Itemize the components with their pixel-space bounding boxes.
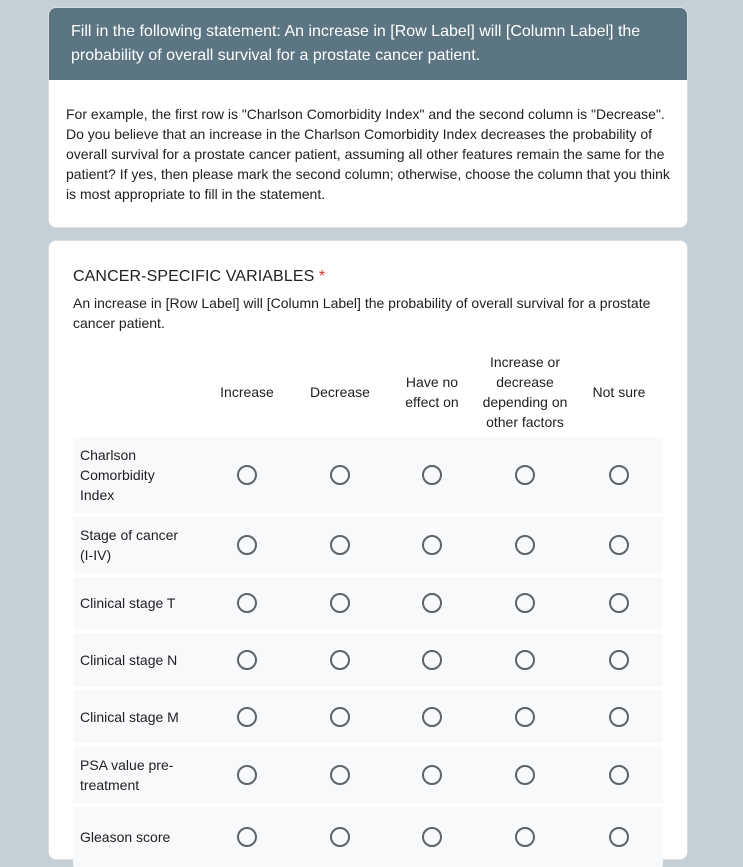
radio-not-sure[interactable] <box>609 765 629 785</box>
column-header-increase: Increase <box>220 384 274 400</box>
grid-row <box>73 577 663 629</box>
question-description: An increase in [Row Label] will [Column Label] the probability of overall survival for a prostate cancer patient. <box>73 295 651 331</box>
radio-depends[interactable] <box>515 650 535 670</box>
grid-row <box>73 517 663 573</box>
radio-no-effect[interactable] <box>422 707 442 727</box>
row-label: Stage of cancer (I-IV) <box>80 527 179 563</box>
radio-decrease[interactable] <box>330 827 350 847</box>
radio-decrease[interactable] <box>330 765 350 785</box>
required-asterisk: * <box>318 268 326 285</box>
radio-no-effect[interactable] <box>422 650 442 670</box>
radio-decrease[interactable] <box>330 707 350 727</box>
radio-not-sure[interactable] <box>609 593 629 613</box>
radio-decrease[interactable] <box>330 465 350 485</box>
grid-row <box>73 690 663 743</box>
radio-increase[interactable] <box>237 650 257 670</box>
radio-depends[interactable] <box>515 465 535 485</box>
row-label: Clinical stage M <box>80 709 179 725</box>
radio-increase[interactable] <box>237 707 257 727</box>
radio-increase[interactable] <box>237 827 257 847</box>
radio-no-effect[interactable] <box>422 765 442 785</box>
radio-depends[interactable] <box>515 827 535 847</box>
radio-no-effect[interactable] <box>422 535 442 555</box>
radio-increase[interactable] <box>237 593 257 613</box>
radio-decrease[interactable] <box>330 535 350 555</box>
section-card <box>48 7 688 228</box>
column-header-decrease: Decrease <box>310 384 370 400</box>
radio-depends[interactable] <box>515 535 535 555</box>
radio-not-sure[interactable] <box>609 465 629 485</box>
grid-row <box>73 633 663 687</box>
grid-row <box>73 437 663 513</box>
radio-not-sure[interactable] <box>609 827 629 847</box>
radio-not-sure[interactable] <box>609 707 629 727</box>
row-label: Clinical stage T <box>80 595 176 611</box>
section-title: Fill in the following statement: An increase in [Row Label] will [Column Label] the probability of overall survival for a prostate cancer patient. <box>49 8 687 80</box>
radio-not-sure[interactable] <box>609 535 629 555</box>
radio-no-effect[interactable] <box>422 827 442 847</box>
radio-no-effect[interactable] <box>422 593 442 613</box>
grid-row <box>73 807 663 867</box>
radio-no-effect[interactable] <box>422 465 442 485</box>
radio-depends[interactable] <box>515 765 535 785</box>
radio-not-sure[interactable] <box>609 650 629 670</box>
radio-decrease[interactable] <box>330 650 350 670</box>
radio-increase[interactable] <box>237 465 257 485</box>
row-label: Charlson Comorbidity Index <box>80 447 155 503</box>
radio-increase[interactable] <box>237 535 257 555</box>
grid-row <box>73 747 663 803</box>
radio-depends[interactable] <box>515 707 535 727</box>
row-label: Gleason score <box>80 829 171 845</box>
question-title-text: CANCER-SPECIFIC VARIABLES <box>73 268 315 285</box>
question-title <box>73 267 325 287</box>
radio-increase[interactable] <box>237 765 257 785</box>
row-label: Clinical stage N <box>80 652 178 668</box>
column-header-not-sure: Not sure <box>592 384 646 400</box>
radio-depends[interactable] <box>515 593 535 613</box>
column-header-no-effect: Have no effect on <box>405 374 459 410</box>
radio-decrease[interactable] <box>330 593 350 613</box>
row-label: PSA value pre-treatment <box>80 757 174 793</box>
section-description: For example, the first row is "Charlson Comorbidity Index" and the second column is "Decrease". Do you believe that an increase in the Charlson Comorbidity Index decreases the probability of overall survival for a prostate cancer patient, assuming all other features remain the same for the patient? If yes, then please mark the second column; otherwise, choose the column that you think is most appropriate to fill in the statement. <box>66 106 670 202</box>
column-header-depends: Increase or decrease depending on other factors <box>482 354 568 430</box>
